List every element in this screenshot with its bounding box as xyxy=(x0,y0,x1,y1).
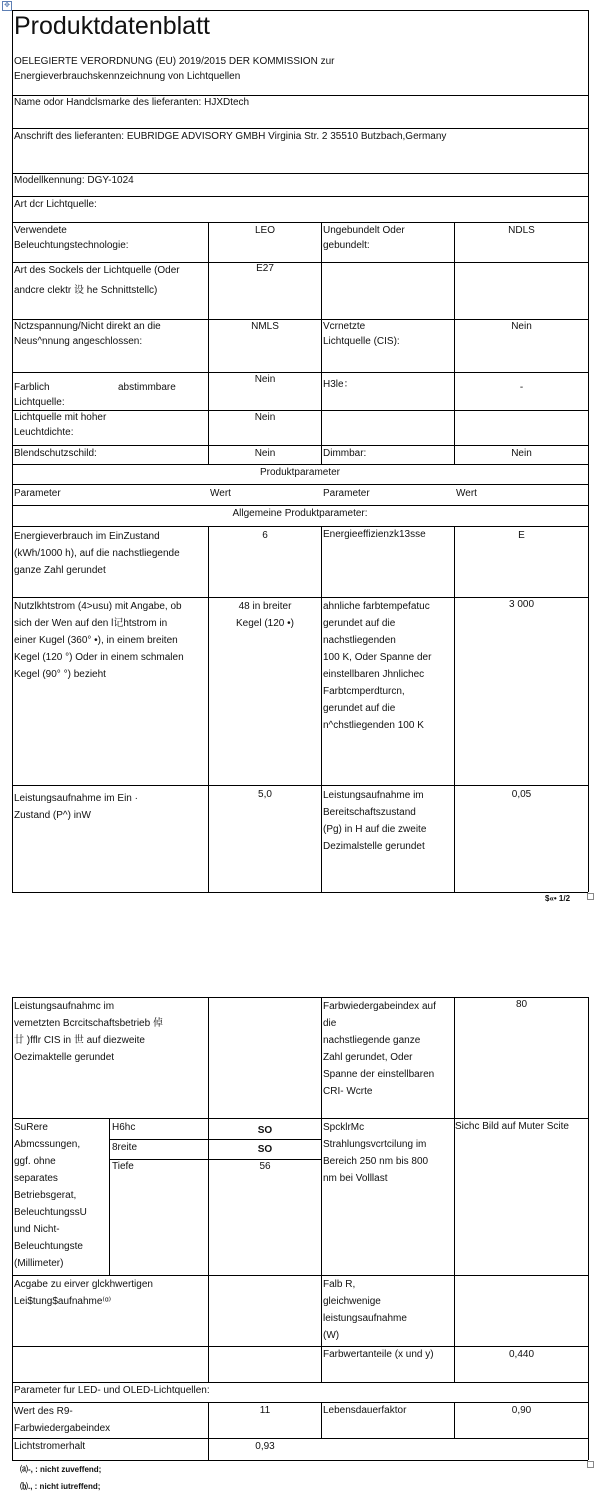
label-mains: Nctzspannung/Nicht direkt an die Neus^nnung angeschlossen: xyxy=(14,321,161,347)
value-survival-factor: 0,90 xyxy=(511,1405,532,1416)
value-lumen-maintenance: 0,93 xyxy=(255,1441,275,1452)
footnote-b: ⒝., : nicht iutreffend; xyxy=(20,1482,101,1491)
table-border xyxy=(588,997,589,1460)
column-divider xyxy=(454,997,455,1382)
table-resize-handle[interactable] xyxy=(587,893,594,900)
value-cri: 80 xyxy=(515,999,528,1010)
footnote-a: ⒜-, : nicht zuveffend; xyxy=(20,1465,102,1474)
row-divider xyxy=(109,1139,321,1140)
table-border xyxy=(12,892,588,893)
value-mains: NMLS xyxy=(251,321,279,332)
label-connected: Vcrnetzte Lichtquelle (CIS): xyxy=(323,321,400,347)
label-outer-dimensions: SuRere Abmcssungen, ggf. ohne separates Betriebsgerat, BeleuchtungssU und Nicht- Beleuchtungste (Millimeter) xyxy=(14,1122,87,1269)
section-general-parameters: Allgemeine Produktparameter: xyxy=(232,508,368,519)
label-dimmable: Dimmbar: xyxy=(323,448,367,459)
column-divider xyxy=(109,1118,110,1275)
column-divider xyxy=(454,222,455,464)
label-color-tunable: Farblich xyxy=(14,382,50,393)
row-divider xyxy=(12,1438,588,1439)
supplier-name: Name odor Handclsmarke des lieferanten: HJXDtech xyxy=(14,97,250,108)
column-divider xyxy=(321,526,322,892)
label-depth: Tiefe xyxy=(112,1161,134,1172)
column-header-value: Wert xyxy=(210,488,231,499)
table-border xyxy=(12,1460,588,1461)
label-technology: Verwendete Beleuchtungstechnologie: xyxy=(14,225,129,251)
table-resize-handle[interactable] xyxy=(587,1461,594,1468)
label-standby-power: Leistungsaufnahme im Bereitschaftszustand (Pg) in H auf die zweite Dezimalstelle gerundet xyxy=(323,790,427,852)
value-depth: 56 xyxy=(259,1161,271,1172)
row-divider xyxy=(12,505,588,506)
label-rated-power: Falb R, gleichwenige leistungsaufnahme (W) xyxy=(323,1279,407,1341)
column-divider xyxy=(321,1402,322,1438)
page-number: $«• 1/2 xyxy=(545,894,571,903)
value-bundled: NDLS xyxy=(508,225,535,236)
label-high-luminance: Lichtquelle mit hoher Leuchtdichte: xyxy=(14,412,107,438)
value-chromaticity: 0,440 xyxy=(508,1349,535,1360)
value-envelope: - xyxy=(519,382,524,393)
section-led-parameters: Parameter fur LED- und OLED-Lichtquellen: xyxy=(14,1385,210,1396)
table-border xyxy=(588,10,589,892)
label-color-tunable: Lichtquelle: xyxy=(14,397,65,408)
model-id: Modellkennung: DGY-1024 xyxy=(14,175,134,186)
label-width: 8reite xyxy=(112,1142,138,1153)
label-spectral-distribution: SpcklrMc Strahlungsvcrtcilung im Bereich 250 nm bis 800 nm bei Volllast xyxy=(323,1122,429,1184)
label-r9: Wert des R9- Farbwiedergabeindex xyxy=(14,1406,111,1434)
label-envelope: H3le： xyxy=(323,379,354,390)
row-divider xyxy=(12,196,588,197)
column-divider xyxy=(454,526,455,892)
label-energy-consumption: Energieverbrauch im EinZustand (kWh/1000 h), auf die nachstliegende ganze Zahl gerundet xyxy=(14,531,180,576)
row-divider xyxy=(12,464,588,465)
page-title: Produktdatenblatt xyxy=(14,12,210,40)
value-height: SO xyxy=(257,1125,273,1136)
value-color-tunable: Nein xyxy=(254,374,276,385)
value-socket: E27 xyxy=(256,263,274,274)
column-divider xyxy=(208,997,209,1382)
column-header-parameter: Parameter xyxy=(323,488,370,499)
label-bundled: Ungebundelt Oder gebundelt: xyxy=(323,225,405,251)
row-divider xyxy=(12,1382,588,1383)
label-energy-class: Energieeffizienzk13sse xyxy=(323,529,426,540)
label-chromaticity: Farbwertanteile (x und y) xyxy=(323,1349,434,1360)
label-luminous-flux: Nutzlkhtstrom (4>usu) mit Angabe, ob sich der Wen auf den l记htstrom in einer Kugel (360° •), in einem breiten Kegel (120 °) Oder in einem schmalen Kegel (90° °) bezieht xyxy=(14,601,184,680)
column-divider xyxy=(208,222,209,464)
label-equivalent-power: Acgabe zu eirver glckhwertigen Lei$tung$aufnahme⁽ᵅ⁾ xyxy=(14,1279,153,1307)
value-color-temperature: 3 000 xyxy=(508,599,535,610)
row-divider xyxy=(12,128,588,129)
table-move-handle[interactable]: ✥ xyxy=(2,1,12,11)
row-divider xyxy=(12,445,588,446)
value-width: SO xyxy=(257,1144,273,1155)
light-source-type-header: Art dcr Lichtquelle: xyxy=(14,199,97,210)
label-lumen-maintenance: Lichtstromerhalt xyxy=(14,1441,86,1452)
label-color-temperature: ahnliche farbtempefatuc gerundet auf die nachstliegenden 100 K, Oder Spanne der einstellbaren Jhnlichec Farbtcmperdturcn, gerundet auf die n^chstliegenden 100 K xyxy=(323,601,432,731)
section-product-parameters: Produktparameter xyxy=(259,467,341,478)
row-divider xyxy=(12,484,588,485)
column-divider xyxy=(321,997,322,1382)
value-energy-class: E xyxy=(518,530,525,541)
value-connected: Nein xyxy=(511,321,532,332)
row-divider xyxy=(12,785,588,786)
value-technology: LEO xyxy=(254,225,275,236)
column-header-parameter: Parameter xyxy=(14,488,61,499)
label-height: H6hc xyxy=(112,1122,136,1133)
label-networked-standby-power: Leistungsaufnahmc im vemetzten Bcrcitschaftsbetrieb 倬 廿 )fflr CIS in 世 auf diezweite Oezimaktelle gerundet xyxy=(14,1001,163,1063)
value-energy-consumption: 6 xyxy=(262,530,268,541)
value-antiglare: Nein xyxy=(254,448,276,459)
label-cri: Farbwiedergabeindex auf die nachstliegende ganze Zahl gerundet, Oder Spanne der einstellbaren CRI- Wcrte xyxy=(323,1001,436,1097)
supplier-address: Anschrift des lieferanten: EUBRIDGE ADVISORY GMBH Virginia Str. 2 35510 Butzbach,Germany xyxy=(14,131,447,142)
column-divider xyxy=(208,526,209,892)
label-antiglare: Blendschutzschild: xyxy=(14,448,97,459)
table-border xyxy=(12,997,13,1460)
value-luminous-flux: 48 in breiter Kegel (120 •) xyxy=(236,601,294,629)
value-high-luminance: Nein xyxy=(254,412,276,423)
row-divider xyxy=(12,222,588,223)
label-survival-factor: Lebensdauerfaktor xyxy=(323,1405,407,1416)
value-standby-power: 0,05 xyxy=(511,789,532,800)
value-on-mode-power: 5,0 xyxy=(258,789,272,800)
table-border xyxy=(12,10,13,892)
column-header-value: Wert xyxy=(456,488,477,499)
label-color-tunable: abstimmbare xyxy=(118,382,176,393)
value-spectral-distribution: Sichc Bild auf Muter Scite xyxy=(455,1121,569,1132)
column-divider xyxy=(321,222,322,464)
row-divider xyxy=(12,526,588,527)
row-divider xyxy=(12,1346,588,1347)
label-socket: Art des Sockels der Lichtquelle (Oder andcre clektr 设 he Schnittstellc) xyxy=(14,265,180,296)
regulation-text: OELEGIERTE VERORDNUNG (EU) 2019/2015 DER KOMMISSION zur Energieverbrauchskennzeichnung von Lichtquellen xyxy=(14,56,335,82)
label-on-mode-power: Leistungsaufnahme im Ein · Zustand (P^) inW xyxy=(14,793,138,821)
value-r9: 11 xyxy=(259,1405,271,1416)
value-dimmable: Nein xyxy=(511,448,532,459)
